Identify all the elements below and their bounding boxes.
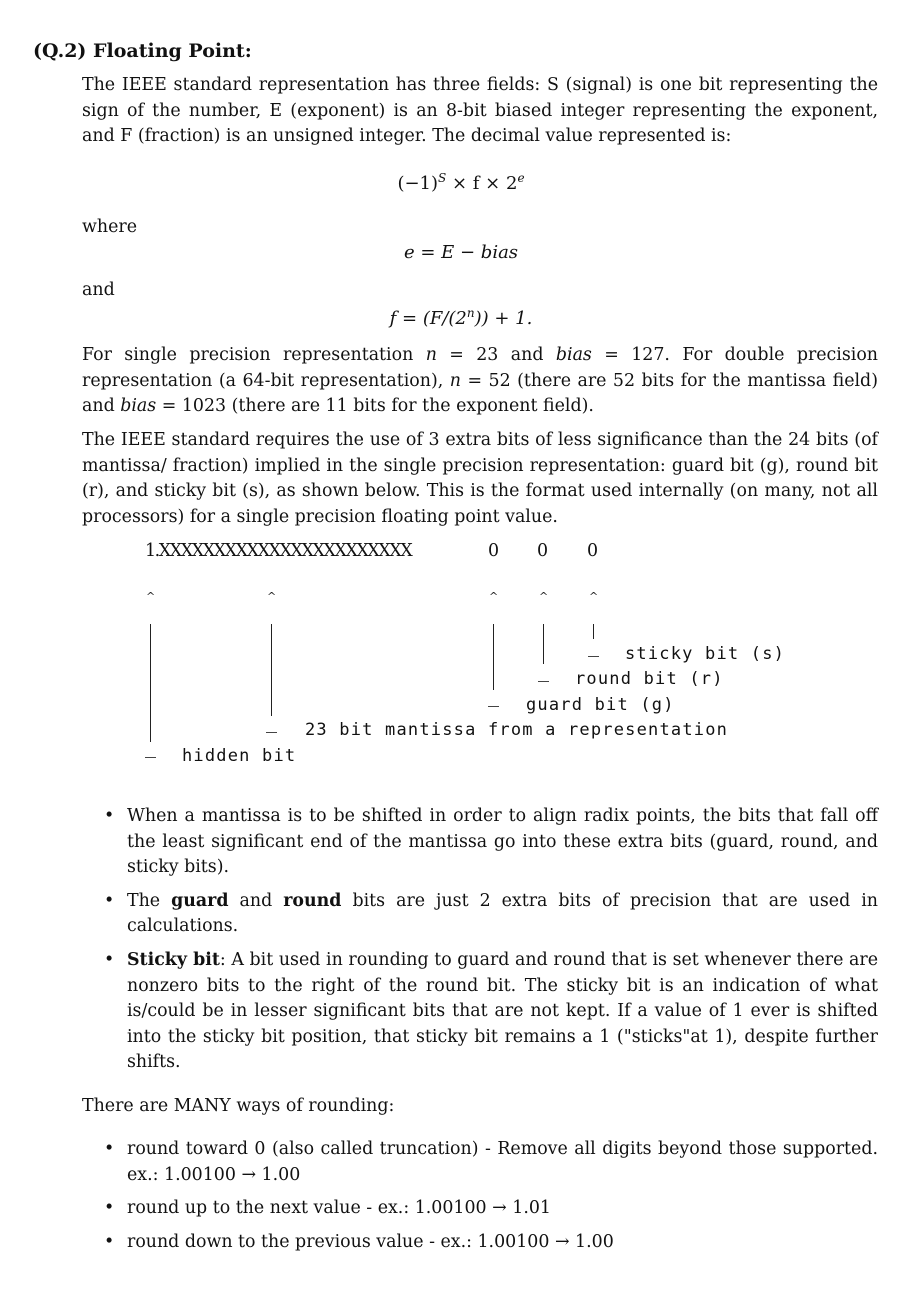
exponent-equation: e = E − bias (403, 242, 519, 263)
guard-bit-label: guard bit (g) (526, 695, 675, 715)
value-equation: $(-1)^S \times f \times 2^e$ (397, 171, 525, 194)
round-pointer (543, 624, 544, 664)
sticky-pointer (593, 624, 594, 639)
intro-paragraph: The IEEE standard representation has three fields: S (signal) is one bit representing the sign of the number, E (exponent) is an 8-bit biased integer representing the exponent, and F (fraction) is an unsigned integer. The decimal value represented is: (82, 75, 878, 147)
caret-sticky: ^ (589, 590, 599, 603)
hidden-bit-label: hidden bit (182, 746, 297, 766)
rounding-bullets (104, 1137, 878, 1255)
mantissa-label: 23 bit mantissa from a representation (305, 720, 729, 740)
round-dash (538, 681, 549, 682)
mantissa-dash (266, 732, 277, 733)
guard-bit-value: 0 (488, 541, 500, 561)
list-item: • Sticky bit: A bit used in rounding to guard and round that is set whenever there are nonzero bits to the right of the round bit. The sticky bit is an indication of what is/could be in lesser significant bits that are not kept. If a value of 1 ever is shifted into the sticky bit position, that sticky bit remains a 1 ("sticks"at 1), despite further shifts. (104, 948, 878, 1076)
sticky-bit-value: 0 (587, 541, 599, 561)
mantissa-format: 1.XXXXXXXXXXXXXXXXXXXXXXX (145, 541, 412, 561)
guard-pointer (493, 624, 494, 690)
caret-round: ^ (539, 590, 549, 603)
caret-guard: ^ (489, 590, 499, 603)
guard-dash (488, 706, 499, 707)
fraction-equation: $f = (F/(2^n)) + 1$. (389, 306, 533, 329)
list-item: • round down to the previous value - ex.: 1.00100 → 1.00 (104, 1230, 878, 1256)
list-item: • The guard and round bits are just 2 extra bits of precision that are used in calculations. (104, 889, 878, 940)
list-item: • When a mantissa is to be shifted in order to align radix points, the bits that fall off the least significant end of the mantissa go into these extra bits (guard, round, and sticky bits). (104, 804, 878, 881)
precision-paragraph: For single precision representation n = 23 and bias = 127. For double precision representation (a 64-bit representation), n = 52 (there are 52 bits for the mantissa field) and bias = 1023 (there are 11 bits for the exponent field). (82, 345, 879, 417)
where-label: where (82, 217, 137, 237)
list-item: • round up to the next value - ex.: 1.00100 → 1.01 (104, 1196, 878, 1222)
list-item: • round toward 0 (also called truncation) - Remove all digits beyond those supported. ex.: 1.00100 → 1.00 (104, 1137, 878, 1188)
sticky-bit-label: sticky bit (s) (625, 644, 786, 664)
round-bit-label: round bit (r) (575, 669, 724, 689)
caret-mantissa: ^ (267, 590, 277, 603)
section-heading: (Q.2) Floating Point: (33, 40, 252, 62)
caret-hidden: ^ (146, 590, 156, 603)
round-bit-value: 0 (537, 541, 549, 561)
rounding-intro: There are MANY ways of rounding: (82, 1096, 395, 1116)
extra-bits-bullets (104, 804, 878, 1076)
and-label: and (82, 280, 115, 300)
hidden-dash (145, 757, 156, 758)
sticky-dash (588, 656, 599, 657)
hidden-bit-pointer (150, 624, 151, 742)
mantissa-pointer (271, 624, 272, 716)
extra-bits-paragraph: The IEEE standard requires the use of 3 extra bits of less significance than the 24 bits (of mantissa/ fraction) implied in the single precision representation: guard bit (g), round bit (r), and sticky bit (s), as shown below. This is the format used internally (on many, not all processors) for a single precision floating point value. (82, 430, 878, 527)
